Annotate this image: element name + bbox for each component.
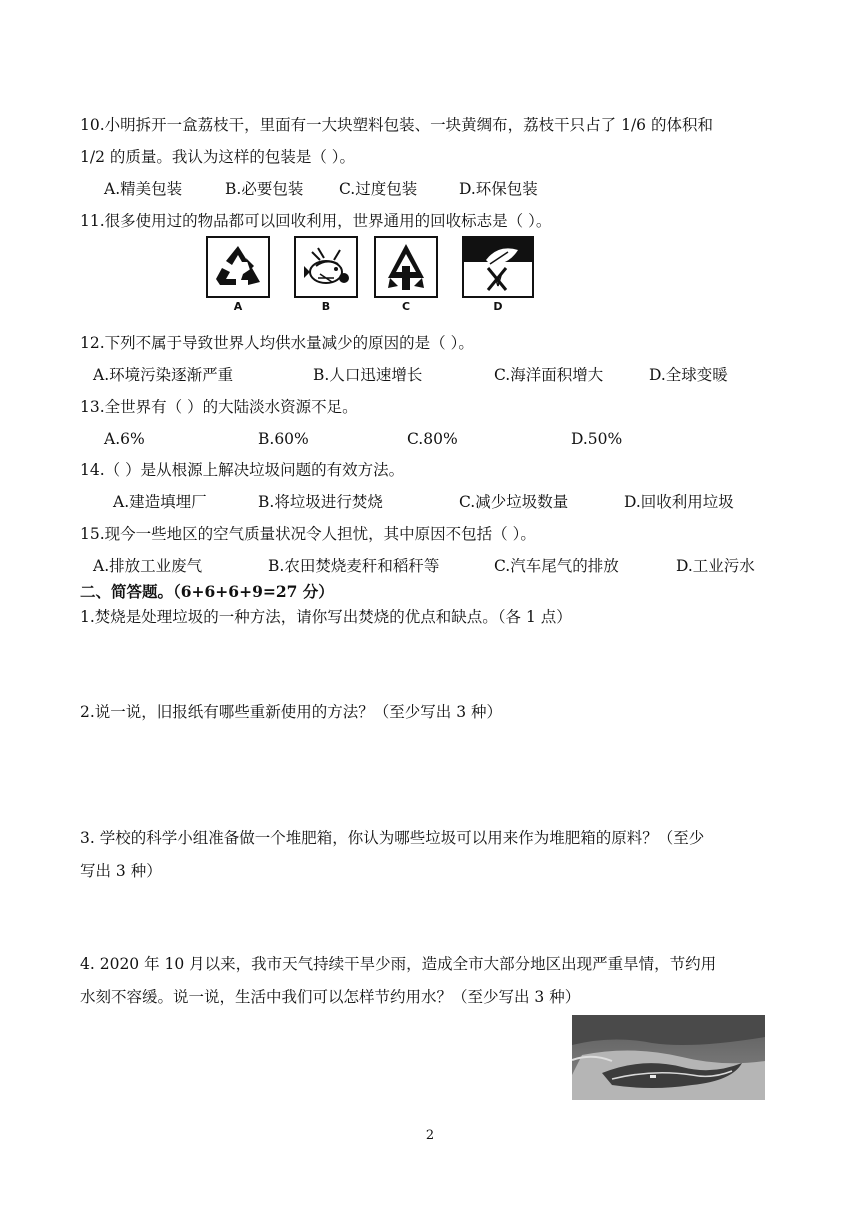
short-answer-4-line1: 4. 2020 年 10 月以来，我市天气持续干旱少雨，造成全市大部分地区出现严重旱情，节约用: [80, 955, 717, 973]
q12-option-c: C.海洋面积增大: [494, 366, 604, 384]
q10-line1: 10.小明拆开一盒荔枝干，里面有一大块塑料包装、一块黄绸布，荔枝干只占了 1/6 的体积和: [80, 116, 713, 134]
q13-option-d: D.50%: [571, 430, 623, 448]
q12-option-a: A.环境污染逐渐严重: [93, 366, 234, 384]
tree-recycle-icon: [374, 236, 438, 298]
page-number: 2: [425, 1128, 435, 1143]
q15-option-d: D.工业污水: [676, 557, 755, 575]
q10-line2: 1/2 的质量。我认为这样的包装是（ ）。: [80, 148, 356, 166]
icon-label-b: B: [321, 300, 331, 313]
q12-option-d: D.全球变暖: [649, 366, 728, 384]
q15-option-b: B.农田焚烧麦秆和稻秆等: [268, 557, 440, 575]
short-answer-3-line2: 写出 3 种）: [80, 862, 162, 880]
recycle-arrows-icon: [206, 236, 270, 298]
q12-line1: 12.下列不属于导致世界人均供水量减少的原因的是（ ）。: [80, 334, 474, 352]
q14-option-a: A.建造填埋厂: [113, 493, 207, 511]
icon-label-a: A: [233, 300, 243, 313]
q10-option-b: B.必要包装: [225, 180, 304, 198]
q12-option-b: B.人口迅速增长: [313, 366, 423, 384]
q13-option-c: C.80%: [407, 430, 458, 448]
q15-option-c: C.汽车尾气的排放: [494, 557, 619, 575]
short-answer-3-line1: 3. 学校的科学小组准备做一个堆肥箱，你认为哪些垃圾可以用来作为堆肥箱的原料？（至少: [80, 829, 705, 847]
q15-option-a: A.排放工业废气: [93, 557, 203, 575]
drought-reservoir-photo: [572, 1015, 765, 1100]
q13-option-a: A.6%: [104, 430, 145, 448]
crossed-out-leaf-icon: [462, 236, 534, 298]
q15-line1: 15.现今一些地区的空气质量状况令人担忧，其中原因不包括（ ）。: [80, 525, 536, 543]
q13-option-b: B.60%: [258, 430, 309, 448]
section-heading: 二、简答题。（6+6+6+9=27 分）: [80, 582, 334, 601]
q14-option-d: D.回收利用垃圾: [624, 493, 734, 511]
q11-line1: 11.很多使用过的物品都可以回收利用，世界通用的回收标志是（ ）。: [80, 212, 552, 230]
q10-option-c: C.过度包装: [339, 180, 418, 198]
recycling-symbol-options: [206, 236, 536, 316]
q10-option-d: D.环保包装: [459, 180, 538, 198]
q14-line1: 14.（ ）是从根源上解决垃圾问题的有效方法。: [80, 461, 405, 479]
icon-label-d: D: [493, 300, 503, 313]
q10-option-a: A.精美包装: [104, 180, 183, 198]
q14-option-b: B.将垃圾进行焚烧: [258, 493, 383, 511]
q13-line1: 13.全世界有（ ）的大陆淡水资源不足。: [80, 398, 358, 416]
food-waste-icon: [294, 236, 358, 298]
short-answer-1: 1.焚烧是处理垃圾的一种方法，请你写出焚烧的优点和缺点。（各 1 点）: [80, 608, 572, 626]
short-answer-4-line2: 水刻不容缓。说一说，生活中我们可以怎样节约用水？（至少写出 3 种）: [80, 988, 581, 1006]
q14-option-c: C.减少垃圾数量: [459, 493, 569, 511]
short-answer-2: 2.说一说，旧报纸有哪些重新使用的方法？（至少写出 3 种）: [80, 703, 503, 721]
icon-label-c: C: [401, 300, 411, 313]
